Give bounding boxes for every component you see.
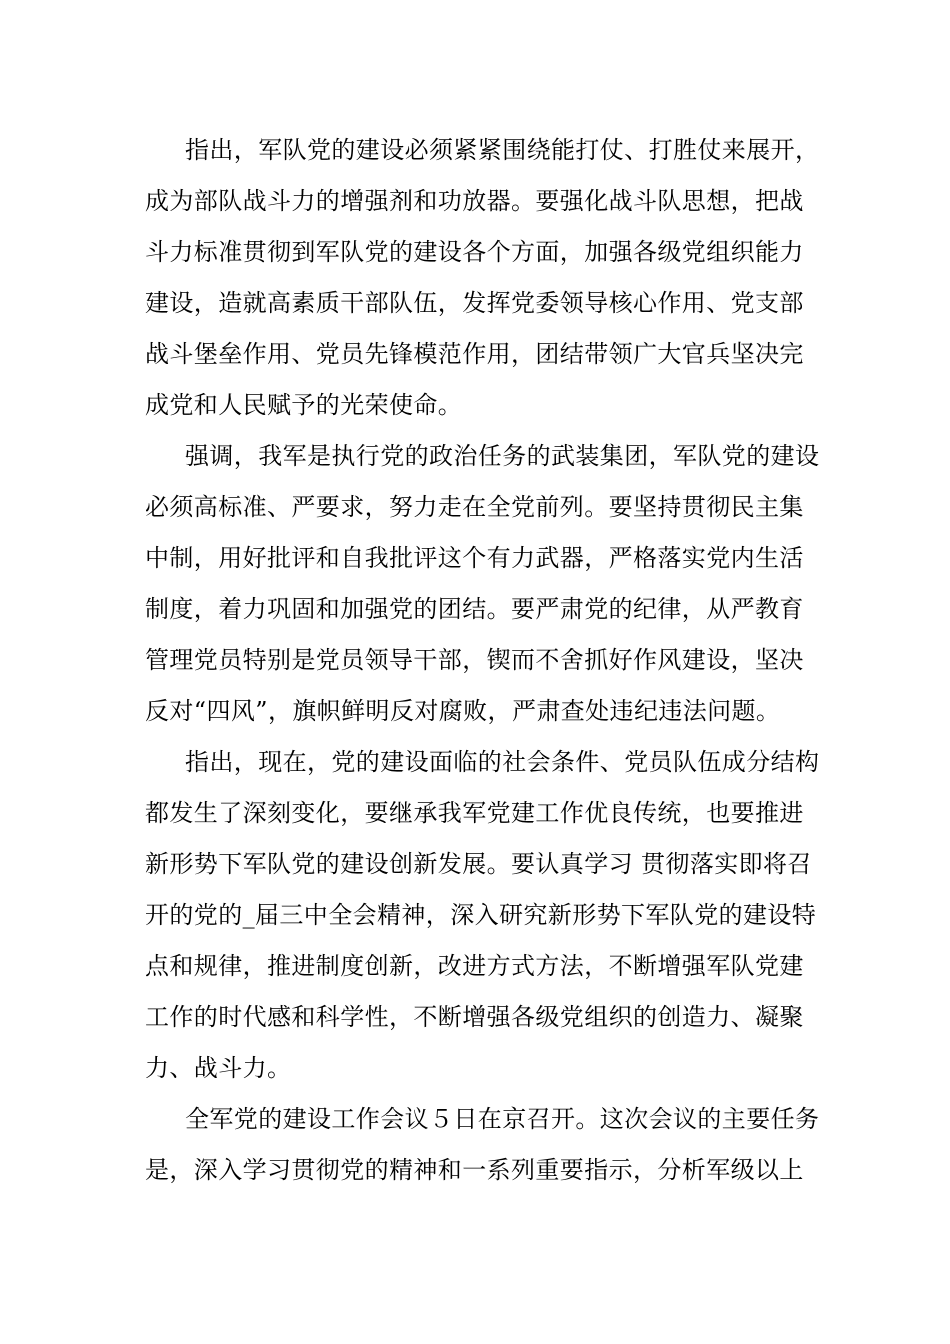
text-line: 都发生了深刻变化，要继承我军党建工作优良传统，也要推进 bbox=[145, 799, 804, 827]
text-line: 指出，现在，党的建设面临的社会条件、党员队伍成分结构 bbox=[185, 748, 820, 776]
paragraph-2 bbox=[145, 431, 820, 737]
text-line: 管理党员特别是党员领导干部，锲而不舍抓好作风建设，坚决 bbox=[145, 646, 804, 674]
text-line: 建设，造就高素质干部队伍，发挥党委领导核心作用、党支部 bbox=[145, 289, 804, 317]
paragraph-4 bbox=[145, 1094, 820, 1196]
text-line: 力、战斗力。 bbox=[145, 1054, 292, 1082]
text-line: 反对“四风”，旗帜鲜明反对腐败，严肃查处违纪违法问题。 bbox=[145, 697, 781, 725]
text-line: 全军党的建设工作会议５日在京召开。这次会议的主要任务 bbox=[185, 1105, 820, 1133]
text-line: 成党和人民赋予的光荣使命。 bbox=[145, 391, 463, 419]
text-line: 工作的时代感和科学性，不断增强各级党组织的创造力、凝聚 bbox=[145, 1003, 804, 1031]
text-line: 新形势下军队党的建设创新发展。要认真学习 贯彻落实即将召 bbox=[145, 850, 812, 878]
text-line: 点和规律，推进制度创新，改进方式方法，不断增强军队党建 bbox=[145, 952, 804, 980]
text-line: 中制，用好批评和自我批评这个有力武器，严格落实党内生活 bbox=[145, 544, 804, 572]
text-line: 强调，我军是执行党的政治任务的武装集团，军队党的建设 bbox=[185, 442, 820, 470]
text-line: 制度，着力巩固和加强党的团结。要严肃党的纪律，从严教育 bbox=[145, 595, 804, 623]
text-line: 战斗堡垒作用、党员先锋模范作用，团结带领广大官兵坚决完 bbox=[145, 340, 804, 368]
text-line: 开的党的_届三中全会精神，深入研究新形势下军队党的建设特 bbox=[145, 901, 817, 929]
text-line: 必须高标准、严要求，努力走在全党前列。要坚持贯彻民主集 bbox=[145, 493, 804, 521]
document-body bbox=[145, 125, 820, 1196]
text-line: 指出，军队党的建设必须紧紧围绕能打仗、打胜仗来展开， bbox=[185, 136, 820, 164]
text-line: 成为部队战斗力的增强剂和功放器。要强化战斗队思想，把战 bbox=[145, 187, 804, 215]
paragraph-3 bbox=[145, 737, 820, 1094]
paragraph-1 bbox=[145, 125, 820, 431]
text-line: 是，深入学习贯彻党的精神和一系列重要指示，分析军级以上 bbox=[145, 1156, 804, 1184]
text-line: 斗力标准贯彻到军队党的建设各个方面，加强各级党组织能力 bbox=[145, 238, 804, 266]
